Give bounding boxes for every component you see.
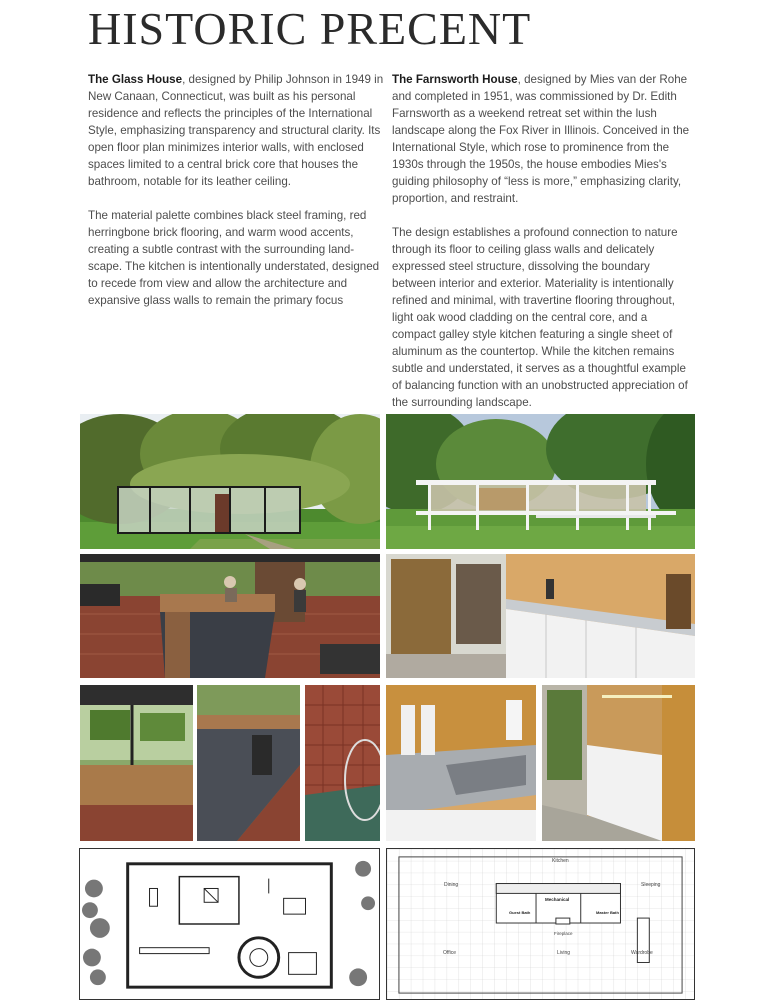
glass-house-exterior-photo	[80, 414, 380, 549]
glass-house-bathroom-photo	[305, 685, 380, 841]
farnsworth-exterior-photo	[386, 414, 695, 549]
plan-label-kitchen: Kitchen	[552, 858, 569, 864]
farnsworth-house-text	[392, 71, 694, 428]
farnsworth-intro: , designed by Mies van der Rohe and completed in 1951, was commissioned by Dr. Edith Farnsworth as a weekend retreat set within the lush landscape along the Fox River in Illinois. Conceived in the International Style, which rose to prominence from the 1930s through the 1950s, the house embodies Mies's guiding philosophy of “less is more,” emphasizing clarity, proportion, and restraint.	[392, 73, 690, 205]
page-title: HISTORIC PRECENT	[88, 3, 532, 54]
glass-house-paragraph-1	[88, 71, 384, 190]
plan-label-guest-bath: Guest Bath	[509, 910, 531, 915]
glass-house-heading: The Glass House	[88, 73, 183, 86]
glass-house-interior-window-photo	[80, 685, 193, 841]
farnsworth-heading: The Farnsworth House	[392, 73, 518, 86]
glass-house-text	[88, 71, 384, 326]
glass-house-intro: , designed by Philip Johnson in 1949 in New Canaan, Connecticut, was built as his personal residence and reflects the principles of the International Style, emphasizing transparency and structural clarity. Its open floor plan minimizes interior walls, with enclosed spaces limited to a central brick core that houses the bathroom, notable for its leather ceiling.	[88, 73, 384, 188]
farnsworth-sink-photo	[386, 685, 536, 841]
farnsworth-galley-photo	[542, 685, 695, 841]
glass-house-kitchen-detail-photo	[197, 685, 300, 841]
farnsworth-paragraph-2: The design establishes a profound connection to nature through its floor to ceiling glass walls and delicately expressed steel structure, dissolving the boundary between interior and exterior. Materiality is intentionally refined and minimal, with travertine flooring throughout, light oak wood cladding on the central core, and a compact galley style kitchen featuring a single sheet of aluminum as the countertop. While the kitchen remains subtle and understated, it serves as a thoughtful example of balancing function with an unobstructed appreciation of the surrounding landscape.	[392, 226, 688, 409]
plan-label-master-bath: Master Bath	[596, 910, 619, 915]
plan-label-office: Office	[443, 950, 456, 956]
plan-label-mechanical: Mechanical	[545, 897, 570, 902]
plan-label-living: Living	[557, 950, 571, 956]
plan-label-wardrobe: Wardrobe	[631, 950, 653, 956]
glass-house-paragraph-2: The material palette combines black steel framing, red herringbone brick flooring, and warm wood accents, creating a subtle contrast with the surrounding land-scape. The kitchen is intentionally understated, designed to recede from view and allow the architecture and expansive glass walls to remain the primary focus	[88, 209, 380, 307]
farnsworth-paragraph-1	[392, 71, 694, 207]
plan-label-sleeping: Sleeping	[641, 882, 661, 888]
farnsworth-floor-plan	[386, 848, 695, 1000]
farnsworth-kitchen-photo	[386, 554, 695, 678]
plan-label-fireplace: Fireplace	[554, 931, 573, 936]
glass-house-kitchen-photo	[80, 554, 380, 678]
plan-label-dining: Dining	[444, 882, 459, 888]
glass-house-floor-plan	[79, 848, 380, 1000]
